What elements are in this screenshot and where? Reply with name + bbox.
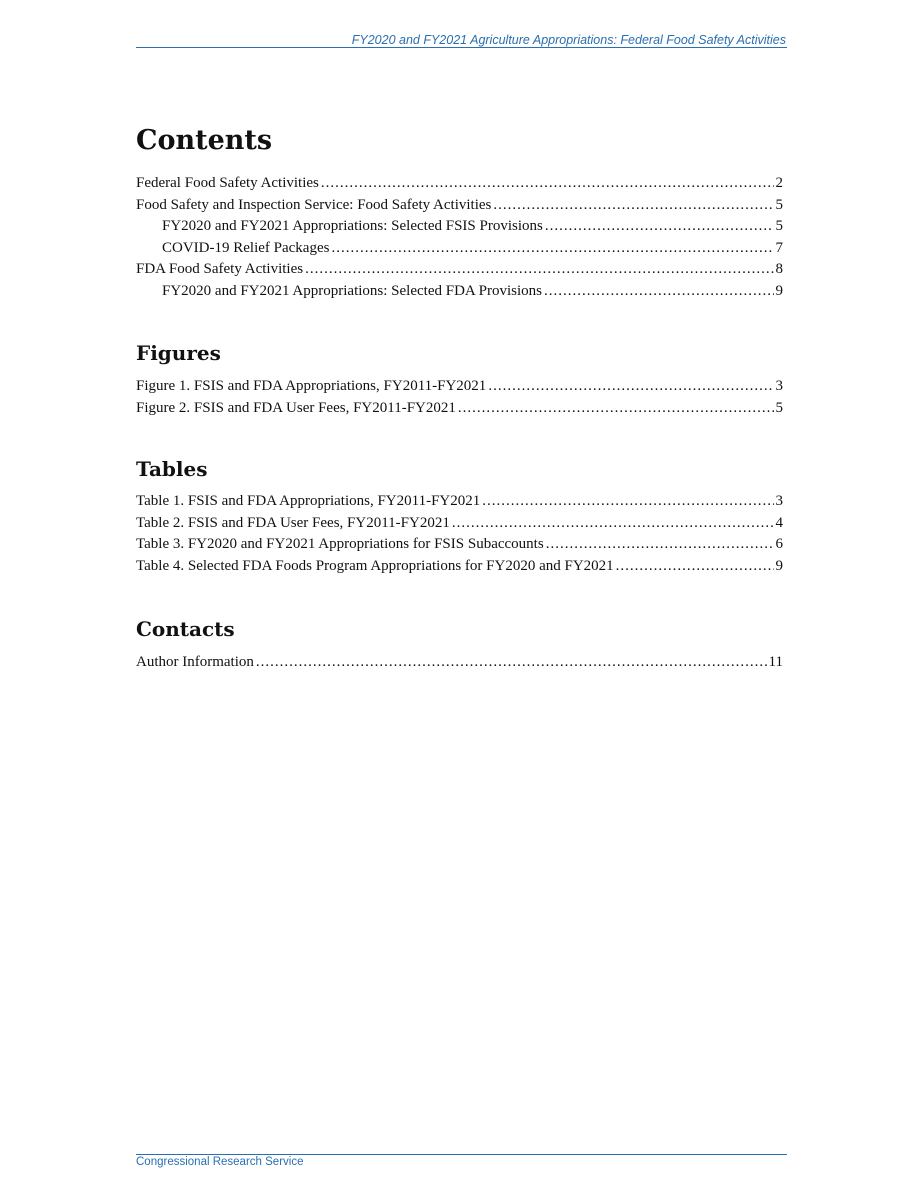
dot-leader [458,398,774,420]
toc-entry-page: 3 [775,378,783,394]
toc-entry-page: 11 [768,654,783,670]
toc-entry-page: 5 [775,399,783,416]
contents-heading: Contents [136,125,273,156]
figures-list [136,376,783,419]
toc-entry-figure-1[interactable] [136,376,783,398]
dot-leader [305,259,773,281]
toc-entry-text: Figure 1. FSIS and FDA Appropriations, FY2011-FY2021 [136,378,487,394]
toc-entry-page: 8 [775,261,783,277]
footer-rule [136,1154,787,1155]
toc-entry-table-4[interactable] [136,556,783,578]
toc-entry-covid-relief[interactable] [136,238,783,260]
toc-entry-page: 6 [775,536,783,552]
tables-list [136,491,783,577]
toc-entry-text: Table 1. FSIS and FDA Appropriations, FY2011-FY2021 [136,493,481,509]
toc-entry-page: 7 [775,239,783,256]
header-rule [136,47,787,48]
toc-entry-text: Figure 2. FSIS and FDA User Fees, FY2011-FY2021 [136,399,456,416]
toc-entry-table-3[interactable] [136,534,783,556]
toc-entry-page: 5 [775,218,783,234]
dot-leader [256,652,767,674]
toc-entry-page: 9 [775,557,783,574]
toc-entry-fsis-food-safety[interactable] [136,195,783,217]
toc-entry-text: FY2020 and FY2021 Appropriations: Selected FSIS Provisions [162,218,543,234]
running-header: FY2020 and FY2021 Agriculture Appropriations: Federal Food Safety Activities [351,33,786,47]
toc-entry-author-information[interactable] [136,652,783,674]
toc-entry-text: FDA Food Safety Activities [136,261,304,277]
dot-leader [321,173,774,195]
toc-entry-page: 3 [775,493,783,509]
toc-entry-page: 4 [775,514,783,531]
footer-org: Congressional Research Service [136,1156,304,1168]
dot-leader [482,491,773,513]
dot-leader [616,556,774,578]
toc-entry-text: Table 2. FSIS and FDA User Fees, FY2011-FY2021 [136,514,450,531]
toc-entry-text: Food Safety and Inspection Service: Food Safety Activities [136,196,492,213]
toc-entry-text: FY2020 and FY2021 Appropriations: Selected FDA Provisions [162,282,543,299]
toc-entry-text: Federal Food Safety Activities [136,175,319,191]
toc-entry-fda-food-safety[interactable] [136,259,783,281]
toc-entry-text: Table 4. Selected FDA Foods Program Appropriations for FY2020 and FY2021 [136,557,614,574]
toc-entry-text: Author Information [136,654,254,670]
toc-entry-fsis-provisions[interactable] [136,216,783,238]
tables-heading: Tables [136,457,208,481]
toc-entry-text: Table 3. FY2020 and FY2021 Appropriations for FSIS Subaccounts [136,536,544,552]
toc-entry-table-2[interactable] [136,513,783,535]
dot-leader [452,513,774,535]
figures-heading: Figures [136,341,221,365]
contacts-heading: Contacts [136,617,235,641]
dot-leader [488,376,773,398]
toc-entry-federal-food-safety[interactable] [136,173,783,195]
dot-leader [331,238,773,260]
dot-leader [493,195,773,217]
dot-leader [546,534,774,556]
toc-entry-text: COVID-19 Relief Packages [162,239,330,256]
dot-leader [545,216,774,238]
contents-list [136,173,783,302]
toc-entry-figure-2[interactable] [136,398,783,420]
dot-leader [544,281,773,303]
toc-entry-page: 5 [775,196,783,213]
toc-entry-fda-provisions[interactable] [136,281,783,303]
toc-entry-page: 2 [775,175,783,191]
contacts-list [136,652,783,674]
toc-entry-page: 9 [775,282,783,299]
toc-entry-table-1[interactable] [136,491,783,513]
